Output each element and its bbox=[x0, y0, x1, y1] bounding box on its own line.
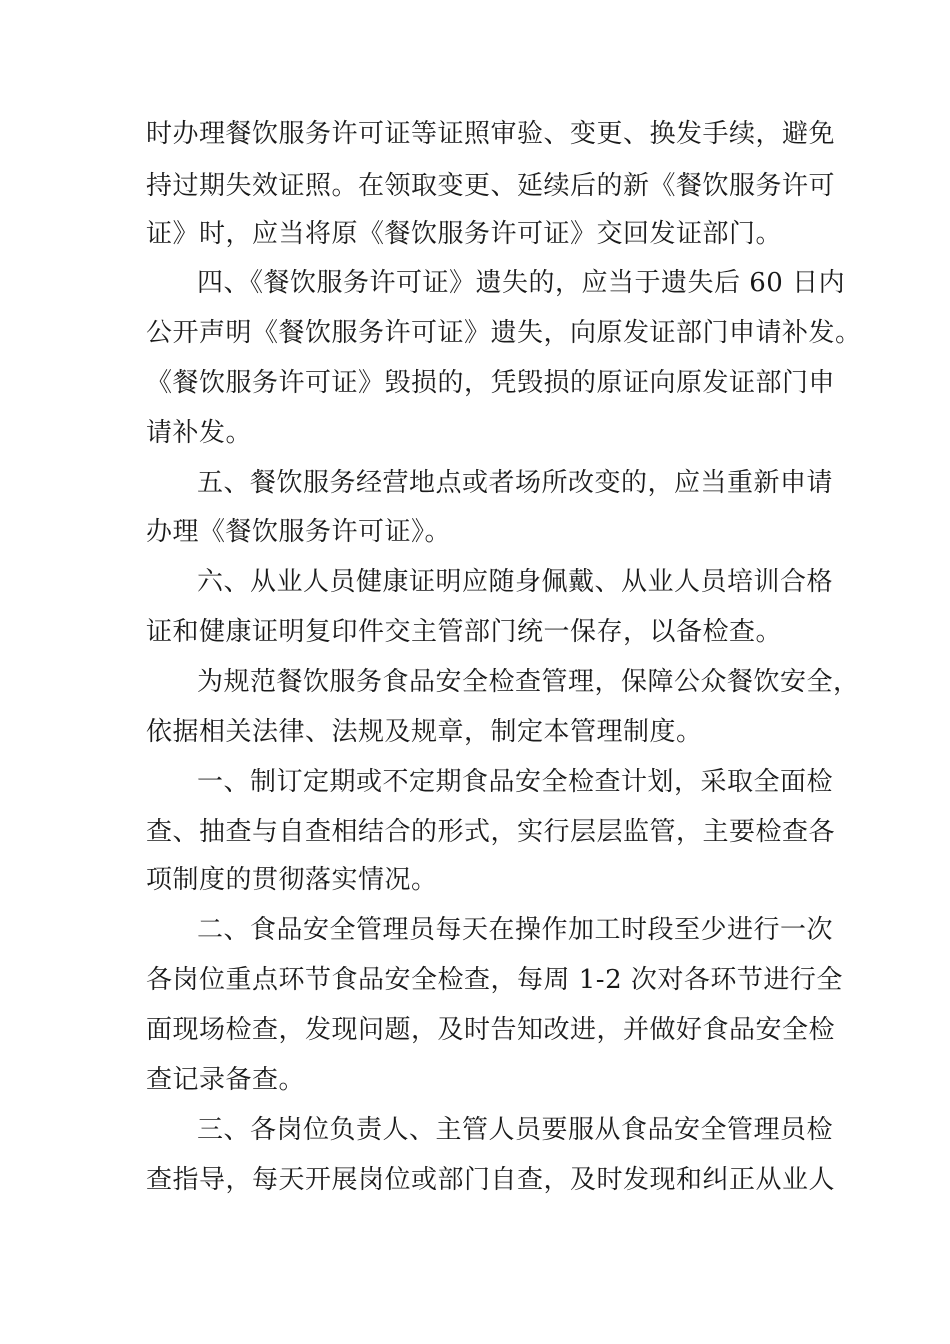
text-line: 《餐饮服务许可证》毁损的，凭毁损的原证向原发证部门申 bbox=[146, 368, 836, 398]
text-line: 持过期失效证照。在领取变更、延续后的新《餐饮服务许可 bbox=[146, 171, 836, 201]
text-line: 查记录备查。 bbox=[146, 1065, 306, 1095]
paragraph-start-line: 一、制订定期或不定期食品安全检查计划，采取全面检 bbox=[197, 767, 834, 797]
text-line: 证》时，应当将原《餐饮服务许可证》交回发证部门。 bbox=[146, 219, 783, 249]
text-line: 查、抽查与自查相结合的形式，实行层层监管，主要检查各 bbox=[146, 817, 836, 847]
text-line: 查指导，每天开展岗位或部门自查，及时发现和纠正从业人 bbox=[146, 1165, 836, 1195]
text-line: 时办理餐饮服务许可证等证照审验、变更、换发手续，避免 bbox=[146, 119, 836, 149]
text-line: 证和健康证明复印件交主管部门统一保存，以备检查。 bbox=[146, 617, 783, 647]
paragraph-start-line: 六、从业人员健康证明应随身佩戴、从业人员培训合格 bbox=[197, 567, 834, 597]
paragraph-start-line: 二、食品安全管理员每天在操作加工时段至少进行一次 bbox=[197, 915, 834, 945]
text-line: 依据相关法律、法规及规章，制定本管理制度。 bbox=[146, 717, 703, 747]
text-line: 公开声明《餐饮服务许可证》遗失，向原发证部门申请补发。 bbox=[146, 318, 862, 348]
text-line: 办理《餐饮服务许可证》。 bbox=[146, 517, 452, 547]
text-line: 请补发。 bbox=[146, 418, 253, 448]
text-line: 各岗位重点环节食品安全检查，每周 1-2 次对各环节进行全 bbox=[146, 965, 843, 995]
paragraph-start-line: 五、餐饮服务经营地点或者场所改变的，应当重新申请 bbox=[197, 468, 834, 498]
paragraph-start-line: 为规范餐饮服务食品安全检查管理，保障公众餐饮安全， bbox=[197, 667, 860, 697]
text-line: 项制度的贯彻落实情况。 bbox=[146, 865, 438, 895]
paragraph-start-line: 三、各岗位负责人、主管人员要服从食品安全管理员检 bbox=[197, 1115, 834, 1145]
paragraph-start-line: 四、《餐饮服务许可证》遗失的，应当于遗失后 60 日内 bbox=[197, 268, 846, 298]
text-line: 面现场检查，发现问题，及时告知改进，并做好食品安全检 bbox=[146, 1015, 836, 1045]
